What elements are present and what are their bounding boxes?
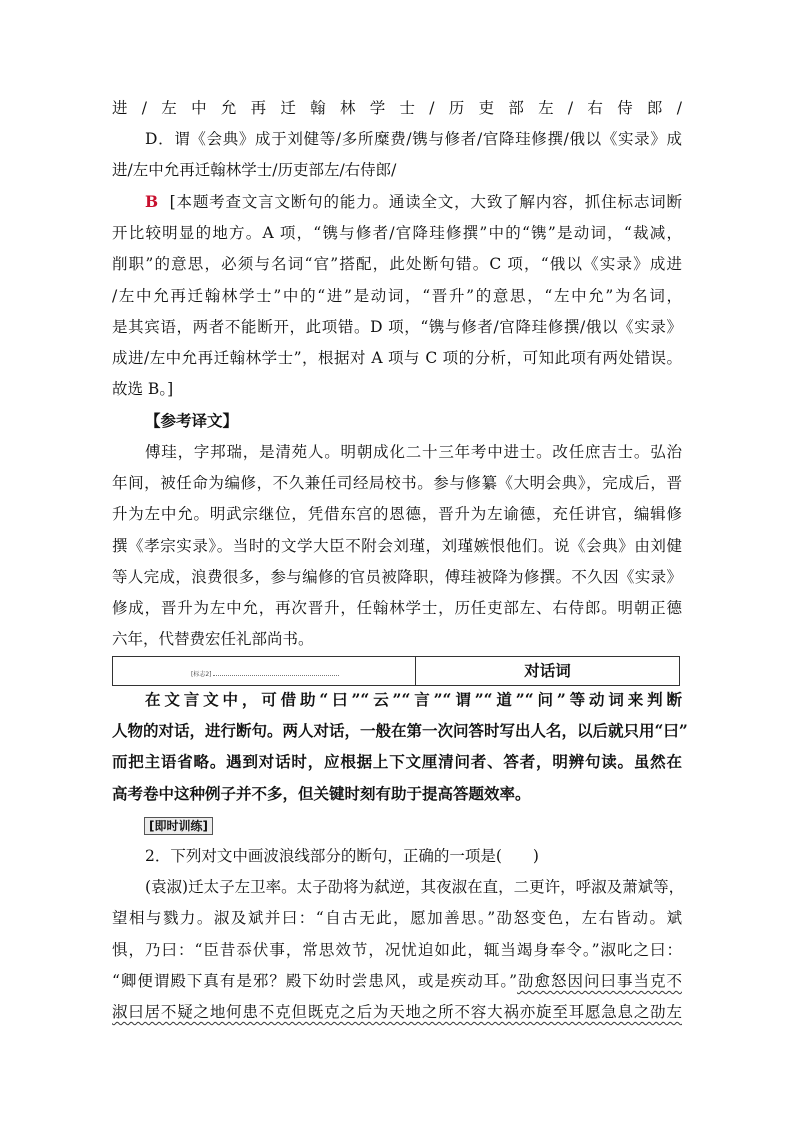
tip-line-3: 而把主语省略。遇到对话时，应根据上下文厘清问者、答者，明辨句读。虽然在 <box>112 752 682 771</box>
wavy-underlined-start: 劭愈怒因问曰事当克不 <box>517 972 682 990</box>
translation-line-3: 升为左中允。明武宗继位，凭借东宫的恩德，晋升为左谕德，充任讲官，编辑修 <box>112 505 682 523</box>
answer-explanation-line-2: 开比较明显的地方。A 项，“镌与修者/官降珪修撰”中的“镌”是动词，“裁减， <box>112 224 682 242</box>
answer-explanation-text: [本题考查文言文断句的能力。通读全文，大致了解内容，抓住标志词断 <box>169 193 682 211</box>
passage-line-3: 惧，乃曰：“臣昔忝伏事，常思效节，况忧迫如此，辄当竭身奉令。”淑叱之曰： <box>112 941 682 959</box>
answer-letter: B <box>145 192 159 211</box>
answer-explanation-line-3: 削职”的意思，必须与名词“官”搭配，此处断句错。C 项，“俄以《实录》成进 <box>112 255 682 273</box>
passage-line-4 <box>112 971 682 991</box>
passage-line-2: 望相与戮力。淑及斌并曰：“自古无此，愿加善思。”劭怒变色，左右皆动。斌 <box>112 909 682 927</box>
answer-explanation-line-4: /左中允再迁翰林学士”中的“进”是动词，“晋升”的意思，“左中允”为名词， <box>112 287 682 305</box>
option-d: D．谓《会典》成于刘健等/多所糜费/镌与修者/官降珪修撰/俄以《实录》成 <box>145 130 682 148</box>
answer-explanation-line-1 <box>145 192 682 212</box>
question-2: 2．下列对文中画波浪线部分的断句，正确的一项是( ) <box>145 847 539 865</box>
translation-line-1: 傅珪，字邦瑞，是清苑人。明朝成化二十三年考中进士。改任庶吉士。弘治 <box>145 443 682 461</box>
marker-tag: [标志2] <box>191 671 212 678</box>
translation-line-5: 等人完成，浪费很多，参与编修的官员被降职，傅珪被降为修撰。不久因《实录》 <box>112 568 682 586</box>
wavy-underlined-passage: 淑曰居不疑之地何患不克但既克之后为天地之所不容大祸亦旋至耳愿急息之劭左 <box>112 1003 682 1021</box>
translation-line-7: 六年，代替费宏任礼部尚书。 <box>112 630 314 648</box>
option-c-continuation: 进/左中允再迁翰林学士/历吏部左/右侍郎/ <box>112 99 682 117</box>
passage-line-1: (袁淑)迁太子左卫率。太子劭将为弑逆，其夜淑在直，二更许，呼淑及萧斌等， <box>145 878 685 896</box>
reference-translation-heading: 【参考译文】 <box>145 411 239 430</box>
marker-word-box <box>112 656 680 686</box>
answer-explanation-line-6: 成进/左中允再迁翰林学士”，根据对 A 项与 C 项的分析，可知此项有两处错误。 <box>112 349 682 367</box>
answer-explanation-line-7: 故选 B。] <box>112 380 174 398</box>
tip-line-2: 人物的对话，进行断句。两人对话，一般在第一次问答时写出人名，以后就只用“曰” <box>112 721 688 740</box>
dotted-rule <box>213 675 339 676</box>
passage-line-4-text: “卿便谓殿下真有是邪？殿下幼时尝患风，或是疾动耳。”劭愈怒因问曰事当克不 <box>112 972 682 990</box>
marker-tag-cell <box>113 657 416 685</box>
passage-line-5 <box>112 1002 682 1022</box>
practice-tag: [即时训练] <box>144 817 213 835</box>
tip-line-4: 高考卷中这种例子并不多，但关键时刻有助于提高答题效率。 <box>112 784 531 803</box>
tip-line-1: 在文言文中，可借助“曰”“云”“言”“谓”“道”“问”等动词来判断 <box>145 690 682 709</box>
translation-line-6: 修成，晋升为左中允，再次晋升，任翰林学士，历任吏部左、右侍郎。明朝正德 <box>112 599 682 617</box>
option-d-continuation: 进/左中允再迁翰林学士/历吏部左/右侍郎/ <box>112 161 397 179</box>
translation-line-2: 年间，被任命为编修，不久兼任司经局校书。参与修纂《大明会典》，完成后，晋 <box>112 474 682 492</box>
marker-title: 对话词 <box>524 661 571 680</box>
answer-explanation-line-5: 是其宾语，两者不能断开，此项错。D 项，“镌与修者/官降珪修撰/俄以《实录》 <box>112 318 682 336</box>
translation-line-4: 撰《孝宗实录》。当时的文学大臣不附会刘瑾，刘瑾嫉恨他们。说《会典》由刘健 <box>112 537 682 555</box>
